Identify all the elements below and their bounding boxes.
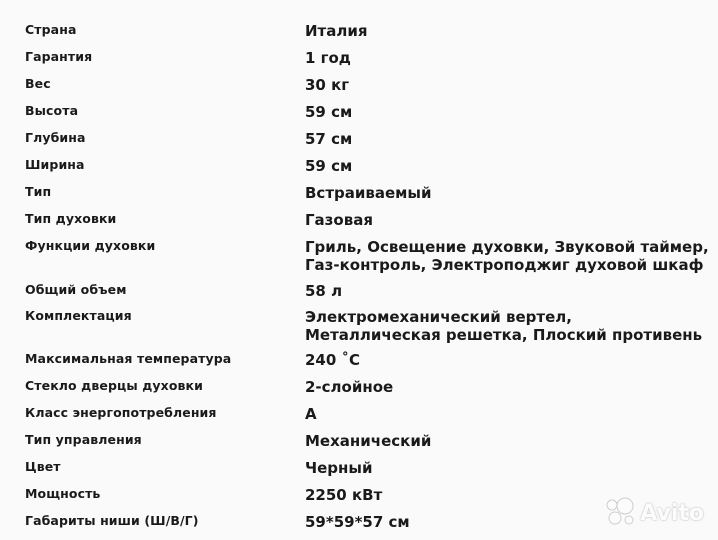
spec-label: Ширина [25, 157, 85, 172]
spec-value: А [305, 405, 317, 423]
spec-label: Страна [25, 22, 77, 37]
spec-label: Тип духовки [25, 211, 117, 226]
spec-value: 30 кг [305, 76, 350, 94]
spec-value: 2-слойное [305, 378, 394, 396]
spec-value: 240 ˚С [305, 351, 361, 369]
spec-value: Механический [305, 432, 432, 450]
spec-value: Встраиваемый [305, 184, 432, 202]
spec-label: Цвет [25, 459, 61, 474]
spec-value: 58 л [305, 282, 343, 300]
spec-value: Электромеханический вертел, Металлическая решетка, Плоский противень [305, 308, 703, 344]
spec-value: 59 см [305, 103, 353, 121]
avito-watermark [603, 496, 704, 530]
spec-value: 1 год [305, 49, 351, 67]
spec-value: Гриль, Освещение духовки, Звуковой таймер, Газ-контроль, Электроподжиг духовой шкаф [305, 238, 709, 274]
spec-label: Тип управления [25, 432, 142, 447]
spec-label: Мощность [25, 486, 101, 501]
spec-value: 2250 кВт [305, 486, 383, 504]
spec-label: Глубина [25, 130, 86, 145]
spec-label: Функции духовки [25, 238, 156, 253]
spec-value: Италия [305, 22, 368, 40]
avito-watermark-text: Avito [640, 500, 704, 526]
spec-label: Максимальная температура [25, 351, 232, 366]
spec-label: Тип [25, 184, 52, 199]
spec-value: 57 см [305, 130, 353, 148]
spec-label: Габариты ниши (Ш/В/Г) [25, 513, 199, 528]
avito-logo-icon [603, 496, 637, 530]
spec-value: Газовая [305, 211, 373, 229]
spec-label: Общий объем [25, 282, 127, 297]
spec-label: Комплектация [25, 308, 132, 323]
spec-label: Гарантия [25, 49, 93, 64]
spec-value: 59 см [305, 157, 353, 175]
spec-value: Черный [305, 459, 373, 477]
spec-value: 59*59*57 см [305, 513, 410, 531]
spec-label: Стекло дверцы духовки [25, 378, 203, 393]
spec-label: Класс энергопотребления [25, 405, 217, 420]
spec-label: Вес [25, 76, 51, 91]
spec-label: Высота [25, 103, 79, 118]
